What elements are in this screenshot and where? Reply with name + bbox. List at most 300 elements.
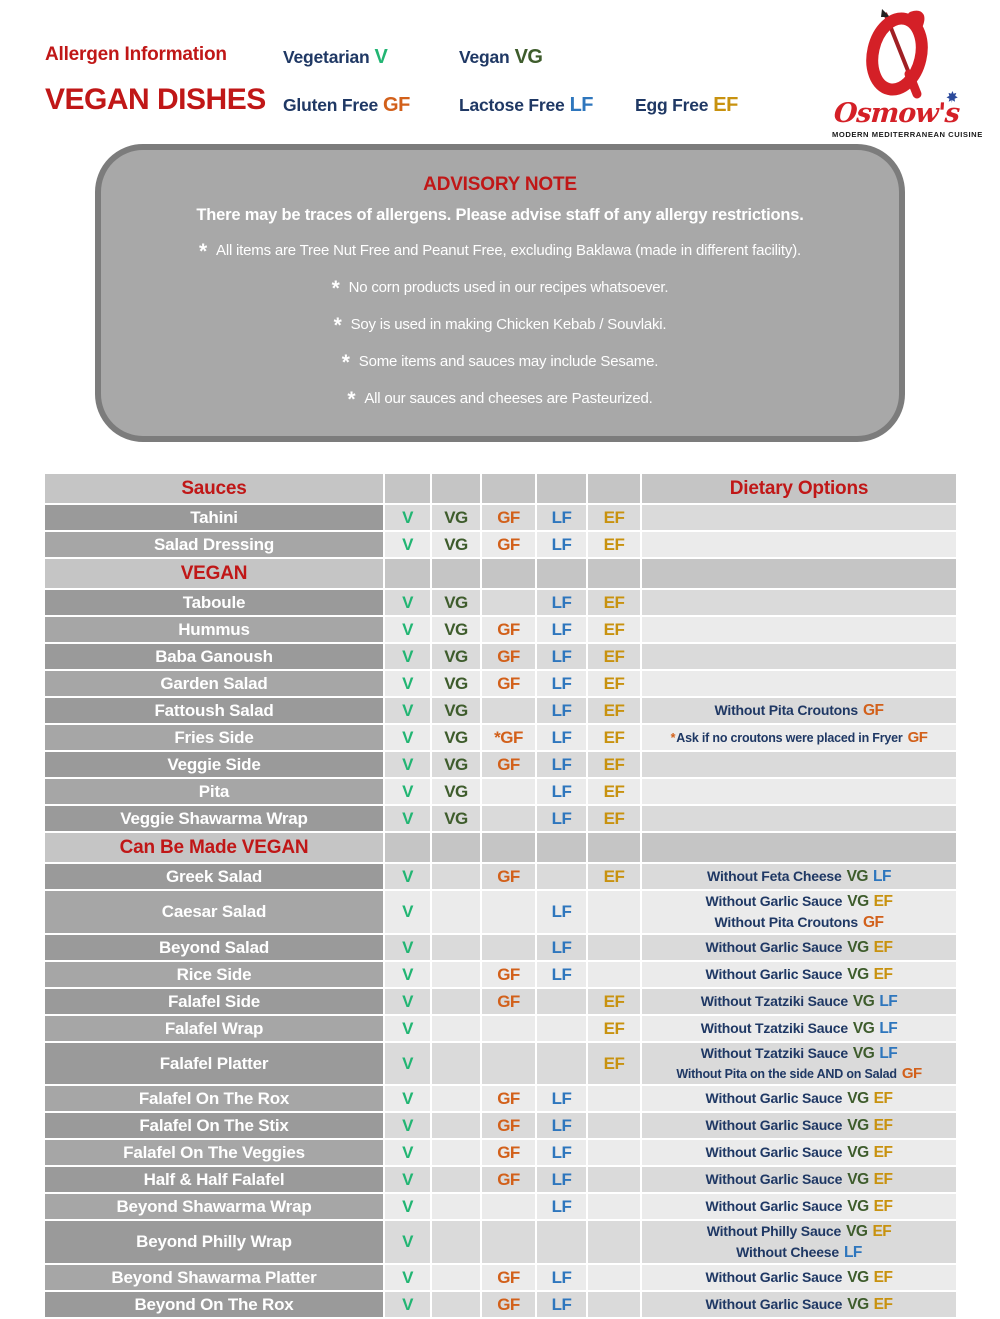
dietary-badge-vg: VG <box>847 1269 869 1286</box>
advisory-note-line <box>147 349 853 373</box>
table-row <box>45 532 956 557</box>
badge-cell-vg: VG <box>432 698 480 723</box>
dietary-options-cell <box>642 532 956 557</box>
table-row <box>45 1194 956 1219</box>
dietary-options-cell <box>642 891 956 933</box>
badge-cell-empty <box>537 989 586 1014</box>
dietary-badge-ef: EF <box>873 1198 893 1215</box>
dish-name: Rice Side <box>45 962 383 987</box>
badge-cell-v: V <box>385 1292 430 1317</box>
dietary-badge-vg: VG <box>847 1117 869 1134</box>
badge-cell-empty <box>432 989 480 1014</box>
badge-cell-empty <box>588 962 640 987</box>
badge-cell-empty <box>432 935 480 960</box>
dietary-note <box>644 1018 954 1039</box>
badge-cell-gf: GF <box>482 1086 535 1111</box>
badge-cell-ef: EF <box>588 532 640 557</box>
dietary-options-header: Dietary Options <box>642 474 956 503</box>
table-row <box>45 864 956 889</box>
dietary-options-cell <box>642 617 956 642</box>
allergen-table-body <box>45 474 956 1317</box>
badge-cell-v: V <box>385 806 430 831</box>
dietary-note <box>644 1142 954 1163</box>
asterisk-icon: * <box>333 314 342 337</box>
dietary-badge-ef: EF <box>873 1171 893 1188</box>
dish-name: Falafel On The Veggies <box>45 1140 383 1165</box>
badge-cell-gf: GF <box>482 671 535 696</box>
legend-label: Egg Free <box>635 94 709 115</box>
badge-cell-v: V <box>385 864 430 889</box>
legend-item <box>635 94 738 117</box>
maple-leaf-icon <box>946 91 959 103</box>
dietary-options-cell <box>642 752 956 777</box>
badge-cell-vg: VG <box>432 806 480 831</box>
badge-cell-ef: EF <box>588 1043 640 1084</box>
dietary-badge-ef: EF <box>873 1144 893 1161</box>
section-header-cell <box>537 833 586 862</box>
dietary-note-text: Without Philly Sauce <box>706 1223 842 1239</box>
dietary-options-cell <box>642 806 956 831</box>
badge-cell-lf: LF <box>537 671 586 696</box>
badge-cell-v: V <box>385 989 430 1014</box>
asterisk-icon: * <box>199 240 208 263</box>
badge-cell-empty <box>588 1292 640 1317</box>
badge-cell-gf: GF <box>482 505 535 530</box>
badge-cell-ef: EF <box>588 505 640 530</box>
dietary-note <box>644 1064 954 1084</box>
badge-cell-empty <box>588 1086 640 1111</box>
badge-cell-empty <box>432 1140 480 1165</box>
legend-code-vg: VG <box>514 45 543 68</box>
dietary-badge-lf: LF <box>879 1020 898 1037</box>
badge-cell-lf: LF <box>537 1194 586 1219</box>
badge-cell-ef: EF <box>588 617 640 642</box>
badge-cell-empty <box>588 891 640 933</box>
badge-cell-gf: GF <box>482 1292 535 1317</box>
badge-cell-gf: GF <box>482 1113 535 1138</box>
dietary-note-text: Without Garlic Sauce <box>705 1090 843 1106</box>
table-row <box>45 671 956 696</box>
badge-cell-ef: EF <box>588 806 640 831</box>
badge-cell-vg: VG <box>432 590 480 615</box>
table-row <box>45 698 956 723</box>
badge-cell-ef: EF <box>588 644 640 669</box>
advisory-title: ADVISORY NOTE <box>423 174 577 195</box>
dietary-badge-gf: GF <box>862 914 884 931</box>
legend-label: Gluten Free <box>283 94 379 115</box>
legend-code-ef: EF <box>713 93 738 116</box>
advisory-note-line <box>147 312 853 336</box>
badge-cell-gf: GF <box>482 1140 535 1165</box>
dish-name: Pita <box>45 779 383 804</box>
table-row <box>45 505 956 530</box>
badge-cell-empty <box>482 1194 535 1219</box>
badge-cell-empty <box>432 1265 480 1290</box>
dietary-options-cell <box>642 1167 956 1192</box>
legend-code-gf: GF <box>383 93 410 116</box>
badge-cell-lf: LF <box>537 752 586 777</box>
badge-cell-empty <box>482 806 535 831</box>
dietary-badge-vg: VG <box>847 1090 869 1107</box>
legend-item <box>283 94 459 117</box>
table-row <box>45 644 956 669</box>
badge-cell-empty <box>588 1221 640 1263</box>
badge-cell-empty <box>432 1167 480 1192</box>
dietary-badge-vg: VG <box>847 1171 869 1188</box>
badge-cell-empty <box>432 1016 480 1041</box>
badge-cell-empty <box>588 1140 640 1165</box>
badge-cell-empty <box>482 1221 535 1263</box>
badge-cell-empty <box>432 1221 480 1263</box>
badge-cell-empty <box>482 935 535 960</box>
table-row <box>45 1113 956 1138</box>
dietary-badge-vg: VG <box>846 1223 868 1240</box>
badge-cell-vg: VG <box>432 779 480 804</box>
badge-cell-empty <box>482 590 535 615</box>
dietary-badge-ef: EF <box>873 939 893 956</box>
dietary-badge-ef: EF <box>873 966 893 983</box>
dietary-badge-vg: VG <box>852 1020 875 1037</box>
badge-cell-empty <box>432 891 480 933</box>
dietary-note <box>644 1088 954 1109</box>
advisory-subtitle: There may be traces of allergens. Please advise staff of any allergy restrictions. <box>196 206 804 224</box>
section-title: Can Be Made VEGAN <box>45 833 383 862</box>
badge-cell-ef: EF <box>588 698 640 723</box>
table-row <box>45 962 956 987</box>
dietary-note <box>644 991 954 1012</box>
section-header-cell <box>482 833 535 862</box>
dietary-options-cell <box>642 590 956 615</box>
badge-cell-lf: LF <box>537 1113 586 1138</box>
dietary-badge-lf: LF <box>843 1244 862 1261</box>
dietary-badge-lf: LF <box>879 1045 898 1062</box>
dish-name: Fattoush Salad <box>45 698 383 723</box>
dietary-badge-gf: GF <box>901 1065 922 1082</box>
badge-cell-vg: VG <box>432 644 480 669</box>
legend-label: Vegetarian <box>283 46 370 67</box>
dish-name: Caesar Salad <box>45 891 383 933</box>
advisory-note-text: Some items and sauces may include Sesame. <box>358 353 659 370</box>
badge-cell-empty <box>432 864 480 889</box>
table-row <box>45 1221 956 1263</box>
badge-cell-v: V <box>385 725 430 750</box>
badge-cell-ef: EF <box>588 671 640 696</box>
advisory-note-text: No corn products used in our recipes whatsoever. <box>348 279 669 296</box>
dietary-options-header <box>642 559 956 588</box>
badge-cell-empty <box>432 962 480 987</box>
table-row <box>45 1265 956 1290</box>
section-title: Sauces <box>45 474 383 503</box>
dietary-note-text: Without Feta Cheese <box>707 868 842 884</box>
table-row <box>45 1043 956 1084</box>
dish-name: Falafel Side <box>45 989 383 1014</box>
dietary-options-cell <box>642 1086 956 1111</box>
badge-cell-gf: GF <box>482 989 535 1014</box>
dietary-options-cell <box>642 725 956 750</box>
badge-cell-empty <box>482 779 535 804</box>
dietary-note <box>644 937 954 958</box>
dietary-note <box>644 866 954 887</box>
badge-cell-lf: LF <box>537 1265 586 1290</box>
dietary-note-text: Without Pita on the side AND on Salad <box>676 1067 897 1081</box>
section-header-cell <box>588 833 640 862</box>
dish-name: Tahini <box>45 505 383 530</box>
dietary-note-text: Ask if no croutons were placed in Fryer <box>676 730 903 745</box>
dietary-note-text: Without Tzatziki Sauce <box>700 1045 848 1061</box>
badge-cell-empty <box>432 1086 480 1111</box>
dietary-note-text: Without Garlic Sauce <box>705 939 843 955</box>
dietary-options-cell <box>642 1194 956 1219</box>
badge-cell-lf: LF <box>537 891 586 933</box>
badge-cell-lf: LF <box>537 1086 586 1111</box>
badge-cell-vg: VG <box>432 752 480 777</box>
dish-name: Greek Salad <box>45 864 383 889</box>
badge-cell-lf: LF <box>537 725 586 750</box>
dish-name: Taboule <box>45 590 383 615</box>
badge-cell-vg: VG <box>432 532 480 557</box>
badge-cell-v: V <box>385 698 430 723</box>
dietary-note-text: Without Garlic Sauce <box>705 1269 843 1285</box>
section-header-cell <box>537 559 586 588</box>
dish-name: Salad Dressing <box>45 532 383 557</box>
badge-cell-gf: GF <box>482 1265 535 1290</box>
badge-cell-lf: LF <box>537 935 586 960</box>
dietary-options-cell <box>642 1292 956 1317</box>
advisory-note-line <box>147 275 853 299</box>
badge-cell-lf: LF <box>537 962 586 987</box>
dietary-options-cell <box>642 779 956 804</box>
badge-cell-lf: LF <box>537 617 586 642</box>
advisory-notes <box>147 238 853 410</box>
section-header-cell <box>588 559 640 588</box>
brand-name <box>834 100 961 127</box>
table-row <box>45 806 956 831</box>
dietary-badge-vg: VG <box>847 1198 869 1215</box>
section-header-cell <box>588 474 640 503</box>
section-header-cell <box>385 474 430 503</box>
dietary-badge-gf: GF <box>862 702 884 719</box>
badge-cell-ef: EF <box>588 779 640 804</box>
legend-code-lf: LF <box>569 93 594 116</box>
badge-cell-v: V <box>385 617 430 642</box>
dietary-note-text: Without Garlic Sauce <box>705 1198 843 1214</box>
dietary-options-cell <box>642 671 956 696</box>
badge-cell-ef: EF <box>588 590 640 615</box>
dietary-note-text: Without Garlic Sauce <box>705 893 843 909</box>
dietary-options-cell <box>642 989 956 1014</box>
asterisk-icon: * <box>341 351 350 374</box>
badge-cell-gf: GF <box>482 1167 535 1192</box>
badge-cell-empty <box>537 864 586 889</box>
dietary-badge-vg: VG <box>847 966 869 983</box>
dietary-badge-vg: VG <box>847 893 869 910</box>
asterisk-icon: * <box>347 388 356 411</box>
dietary-note <box>644 1169 954 1190</box>
dish-name: Falafel Platter <box>45 1043 383 1084</box>
badge-cell-empty <box>432 1043 480 1084</box>
dietary-note <box>644 1267 954 1288</box>
badge-cell-gf: GF <box>482 752 535 777</box>
dietary-note <box>644 1196 954 1217</box>
dietary-badge-ef: EF <box>873 1269 893 1286</box>
section-header-cell <box>432 559 480 588</box>
badge-cell-v: V <box>385 1140 430 1165</box>
badge-cell-v: V <box>385 590 430 615</box>
table-row <box>45 935 956 960</box>
dietary-badge-lf: LF <box>879 993 898 1010</box>
badge-cell-lf: LF <box>537 505 586 530</box>
badge-cell-empty <box>588 935 640 960</box>
table-row <box>45 1292 956 1317</box>
badge-cell-lf: LF <box>537 1167 586 1192</box>
legend-label: Vegan <box>459 46 510 67</box>
badge-cell-gf: GF <box>482 864 535 889</box>
legend-item <box>459 46 635 69</box>
dietary-note-text: Without Garlic Sauce <box>705 1296 843 1312</box>
section-title: VEGAN <box>45 559 383 588</box>
dietary-note-text: Without Garlic Sauce <box>705 1144 843 1160</box>
legend <box>283 44 738 118</box>
badge-cell-empty <box>432 1194 480 1219</box>
dish-name: Beyond Philly Wrap <box>45 1221 383 1263</box>
advisory-note-text: All our sauces and cheeses are Pasteurized. <box>364 390 653 407</box>
dietary-note-text: Without Tzatziki Sauce <box>700 1020 848 1036</box>
dietary-options-cell <box>642 864 956 889</box>
dietary-note-text: Without Garlic Sauce <box>705 1171 843 1187</box>
badge-cell-v: V <box>385 644 430 669</box>
section-header-cell <box>385 559 430 588</box>
badge-cell-ef: EF <box>588 864 640 889</box>
dietary-options-cell <box>642 962 956 987</box>
table-row <box>45 1016 956 1041</box>
badge-cell-empty <box>537 1221 586 1263</box>
dietary-options-cell <box>642 698 956 723</box>
dietary-note-text: Without Garlic Sauce <box>705 1117 843 1133</box>
dietary-note <box>644 1242 954 1263</box>
dish-name: Veggie Shawarma Wrap <box>45 806 383 831</box>
dish-name: Hummus <box>45 617 383 642</box>
advisory-note-text: All items are Tree Nut Free and Peanut Free, excluding Baklawa (made in different facility). <box>216 242 801 259</box>
dietary-options-cell <box>642 935 956 960</box>
dish-name: Falafel On The Rox <box>45 1086 383 1111</box>
badge-cell-gf: GF <box>482 962 535 987</box>
badge-cell-v: V <box>385 671 430 696</box>
dietary-note <box>644 1043 954 1064</box>
badge-cell-vg: VG <box>432 505 480 530</box>
badge-cell-v: V <box>385 505 430 530</box>
dietary-options-cell <box>642 644 956 669</box>
dietary-options-cell <box>642 1265 956 1290</box>
dietary-options-cell <box>642 1140 956 1165</box>
badge-cell-lf: LF <box>537 779 586 804</box>
badge-cell-v: V <box>385 532 430 557</box>
dish-name: Veggie Side <box>45 752 383 777</box>
badge-cell-v: V <box>385 1016 430 1041</box>
badge-cell-empty <box>432 1113 480 1138</box>
badge-cell-lf: LF <box>537 698 586 723</box>
badge-cell-lf: LF <box>537 806 586 831</box>
dietary-options-cell <box>642 1016 956 1041</box>
badge-cell-lf: LF <box>537 590 586 615</box>
section-header-cell <box>432 833 480 862</box>
badge-cell-empty <box>537 1043 586 1084</box>
dietary-badge-vg: VG <box>847 1296 869 1313</box>
dietary-options-cell <box>642 1113 956 1138</box>
dietary-badge-ef: EF <box>873 1090 893 1107</box>
dietary-note-text: Without Garlic Sauce <box>705 966 843 982</box>
badge-cell-v: V <box>385 891 430 933</box>
dietary-note <box>644 1221 954 1242</box>
badge-cell-v: V <box>385 779 430 804</box>
dietary-note <box>644 912 954 933</box>
dish-name: Garden Salad <box>45 671 383 696</box>
dish-name: Beyond Salad <box>45 935 383 960</box>
badge-cell-empty <box>482 698 535 723</box>
badge-cell-lf: LF <box>537 1140 586 1165</box>
badge-cell-empty <box>482 891 535 933</box>
dietary-badge-ef: EF <box>872 1223 892 1240</box>
brand-text: Osmow's <box>833 98 961 129</box>
section-header-cell <box>432 474 480 503</box>
dietary-badge-ef: EF <box>873 1117 893 1134</box>
dietary-note <box>644 728 954 748</box>
badge-cell-v: V <box>385 1194 430 1219</box>
dietary-badge-vg: VG <box>852 993 875 1010</box>
dietary-badge-vg: VG <box>847 1144 869 1161</box>
badge-cell-empty <box>537 1016 586 1041</box>
table-row <box>45 725 956 750</box>
dietary-note-text: Without Cheese <box>736 1244 839 1260</box>
table-row <box>45 779 956 804</box>
badge-cell-v: V <box>385 1113 430 1138</box>
badge-cell-ef: EF <box>588 1016 640 1041</box>
dish-name: Fries Side <box>45 725 383 750</box>
badge-cell-v: V <box>385 1043 430 1084</box>
dietary-badge-ef: EF <box>873 893 893 910</box>
table-row <box>45 617 956 642</box>
section-header-row <box>45 559 956 588</box>
dietary-note-text: Without Pita Croutons <box>714 702 858 718</box>
dietary-note <box>644 891 954 912</box>
badge-cell-empty <box>588 1265 640 1290</box>
section-header-cell <box>537 474 586 503</box>
badge-cell-v: V <box>385 1221 430 1263</box>
badge-cell-ef: EF <box>588 752 640 777</box>
dish-name: Half & Half Falafel <box>45 1167 383 1192</box>
badge-cell-ef: EF <box>588 989 640 1014</box>
legend-code-v: V <box>374 45 388 68</box>
badge-cell-vg: VG <box>432 617 480 642</box>
dietary-badge-vg: VG <box>846 868 868 885</box>
badge-cell-gf: *GF <box>482 725 535 750</box>
table-row <box>45 752 956 777</box>
skewer-o-logo-icon <box>854 8 940 100</box>
badge-cell-v: V <box>385 962 430 987</box>
dietary-options-cell <box>642 505 956 530</box>
badge-cell-lf: LF <box>537 644 586 669</box>
allergen-info-label: Allergen Information <box>45 44 227 65</box>
table-row <box>45 1086 956 1111</box>
dietary-badge-vg: VG <box>847 939 869 956</box>
dietary-badge-ef: EF <box>873 1296 893 1313</box>
dish-name: Beyond On The Rox <box>45 1292 383 1317</box>
asterisk-icon: * <box>670 730 676 745</box>
badge-cell-lf: LF <box>537 532 586 557</box>
dish-name: Baba Ganoush <box>45 644 383 669</box>
dietary-badge-gf: GF <box>907 728 928 746</box>
dish-name: Falafel On The Stix <box>45 1113 383 1138</box>
table-row <box>45 989 956 1014</box>
